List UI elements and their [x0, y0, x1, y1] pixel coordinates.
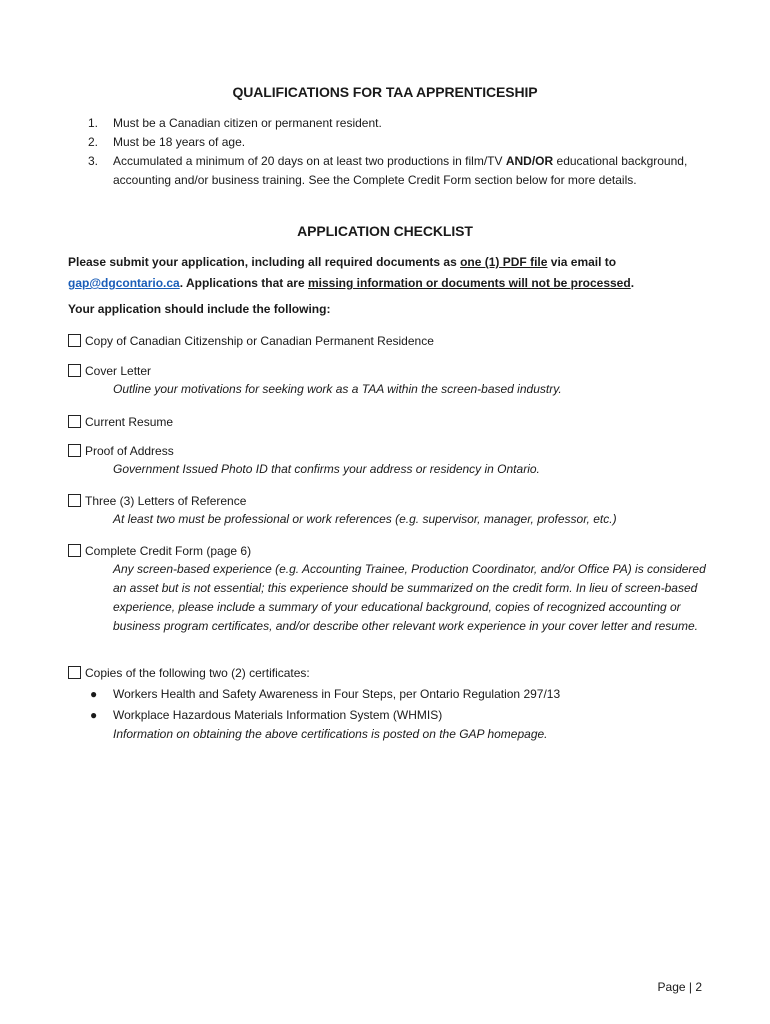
certificate-list [68, 684, 708, 726]
bullet-icon: ● [90, 687, 98, 701]
checklist-item-description: Outline your motivations for seeking work as a TAA within the screen-based industry. [113, 382, 562, 396]
checkbox[interactable] [68, 444, 81, 457]
checklist-item-label: Cover Letter [85, 364, 152, 378]
certificate-note: Information on obtaining the above certifications is posted on the GAP homepage. [113, 727, 548, 741]
list-item: ● Workplace Hazardous Materials Information System (WHMIS) [68, 705, 708, 726]
checklist-item-cover-letter [68, 362, 708, 399]
include-label: Your application should include the following: [68, 302, 331, 316]
bullet-icon: ● [90, 708, 98, 722]
qualification-text: Must be a Canadian citizen or permanent resident. [113, 116, 382, 130]
checklist-item-description: Government Issued Photo ID that confirms your address or residency in Ontario. [113, 462, 540, 476]
checklist-item-label: Complete Credit Form (page 6) [85, 544, 252, 558]
list-item: 2. Must be 18 years of age. [88, 135, 246, 149]
checkbox[interactable] [68, 415, 81, 428]
checklist-item-credit-form [68, 542, 708, 636]
checklist-item-label: Copies of the following two (2) certificates: [85, 666, 310, 680]
email-link[interactable]: gap@dgcontario.ca [68, 276, 180, 290]
checkbox[interactable] [68, 334, 81, 347]
checklist-item-description: Any screen-based experience (e.g. Accounting Trainee, Production Coordinator, and/or Office PA) is considered an asset but is not essential; this experience should be summarized on the credit form. In lieu of screen-based experience, please include a summary of your educational background, copies of recognized accounting or business program certificates, and/or describe other relevant work experience in your cover letter and resume. [113, 562, 706, 633]
submission-instructions: Please submit your application, including all required documents as one (1) PDF file via email to gap@dgcontario.ca. Applications that are missing information or documents will not be processed. [68, 255, 635, 290]
checklist-item-label: Proof of Address [85, 444, 174, 458]
checkbox[interactable] [68, 544, 81, 557]
checkbox[interactable] [68, 494, 81, 507]
checklist-item-label: Copy of Canadian Citizenship or Canadian Permanent Residence [85, 334, 434, 348]
checklist-title: APPLICATION CHECKLIST [297, 223, 473, 239]
checklist-item-citizenship [68, 332, 708, 350]
list-item: 1. Must be a Canadian citizen or permanent resident. [88, 116, 382, 130]
checkbox[interactable] [68, 364, 81, 377]
list-item: ● Workers Health and Safety Awareness in Four Steps, per Ontario Regulation 297/13 [68, 684, 708, 705]
checklist-item-certificates [68, 664, 708, 744]
qualifications-title: QUALIFICATIONS FOR TAA APPRENTICESHIP [232, 84, 538, 100]
page-number: Page | 2 [657, 980, 702, 994]
checklist-item-label: Current Resume [85, 415, 174, 429]
checklist-item-references [68, 492, 708, 529]
qualifications-list [88, 114, 708, 190]
list-item: 3. Accumulated a minimum of 20 days on at least two productions in film/TV AND/OR educational background, accounting and/or business training. See the Complete Credit Form section below for more details. [88, 154, 688, 187]
checkbox[interactable] [68, 666, 81, 679]
checklist-item-resume [68, 413, 708, 431]
checklist-item-proof-of-address [68, 442, 708, 479]
qualification-text: Must be 18 years of age. [113, 135, 246, 149]
checklist-item-label: Three (3) Letters of Reference [85, 494, 247, 508]
checklist-item-description: At least two must be professional or work references (e.g. supervisor, manager, professor, etc.) [113, 512, 617, 526]
qualification-text: Accumulated a minimum of 20 days on at least two productions in film/TV AND/OR educational background, accounting and/or business training. See the Complete Credit Form section below for more details. [113, 154, 688, 187]
